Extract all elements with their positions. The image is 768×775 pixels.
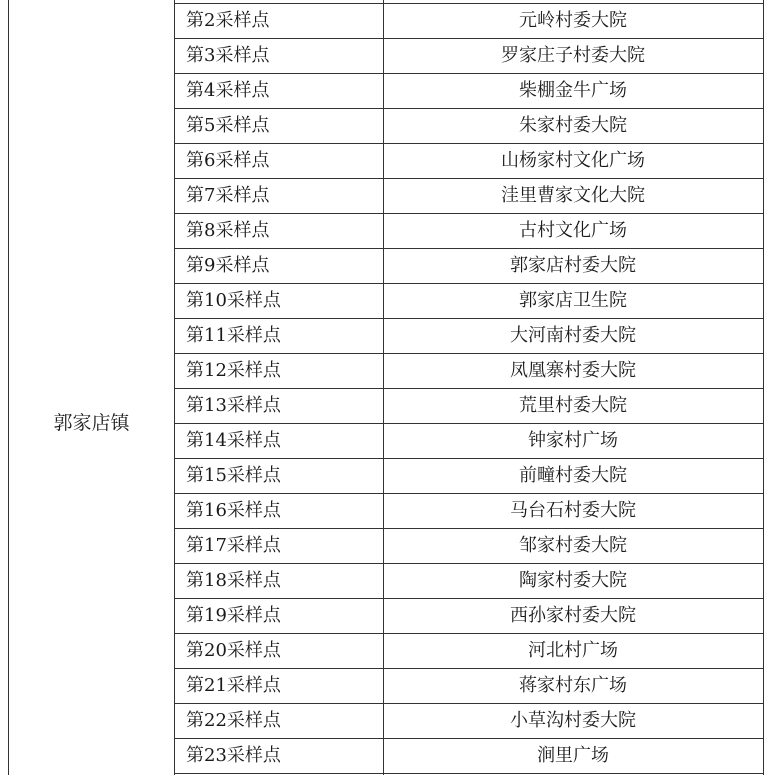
sampling-point-cell: 第4采样点 [186, 80, 270, 101]
table-row [174, 213, 763, 248]
table-row [174, 388, 763, 423]
location-cell: 山杨家村文化广场 [501, 150, 645, 171]
location-cell: 邹家村委大院 [519, 535, 627, 556]
sampling-point-cell: 第21采样点 [186, 675, 281, 696]
table-row [174, 423, 763, 458]
location-cell: 陶家村委大院 [519, 570, 627, 591]
sampling-point-cell: 第22采样点 [186, 710, 281, 731]
table-row [174, 633, 763, 668]
sampling-point-cell: 第17采样点 [186, 535, 281, 556]
sampling-point-cell: 第14采样点 [186, 430, 281, 451]
sampling-point-cell: 第19采样点 [186, 605, 281, 626]
location-cell: 洼里曹家文化大院 [501, 185, 645, 206]
table-row [174, 283, 763, 318]
table-row [174, 143, 763, 178]
location-cell: 柴棚金牛广场 [519, 80, 627, 101]
table-border-left [8, 0, 9, 775]
sampling-point-cell: 第7采样点 [186, 185, 270, 206]
sampling-point-cell: 第18采样点 [186, 570, 281, 591]
location-cell: 罗家庄子村委大院 [501, 45, 645, 66]
table-row [174, 318, 763, 353]
sampling-point-cell: 第2采样点 [186, 10, 270, 31]
sampling-point-cell: 第23采样点 [186, 745, 281, 766]
table-row [174, 598, 763, 633]
location-cell: 西孙家村委大院 [510, 605, 636, 626]
location-cell: 荒里村委大院 [519, 395, 627, 416]
row-border [174, 773, 763, 774]
location-cell: 涧里广场 [537, 745, 609, 766]
table-row [174, 493, 763, 528]
table-row [174, 458, 763, 493]
table-border-right [763, 0, 764, 775]
location-cell: 古村文化广场 [519, 220, 627, 241]
location-cell: 郭家店卫生院 [519, 290, 627, 311]
sampling-point-cell: 第6采样点 [186, 150, 270, 171]
sampling-point-cell: 第8采样点 [186, 220, 270, 241]
table-row [174, 248, 763, 283]
location-cell: 朱家村委大院 [519, 115, 627, 136]
table-row [174, 563, 763, 598]
town-name-cell: 郭家店镇 [53, 412, 130, 434]
location-cell: 小草沟村委大院 [510, 710, 636, 731]
location-cell: 凤凰寨村委大院 [510, 360, 636, 381]
location-cell: 大河南村委大院 [510, 325, 636, 346]
sampling-point-cell: 第15采样点 [186, 465, 281, 486]
sampling-point-cell: 第20采样点 [186, 640, 281, 661]
sampling-point-cell: 第11采样点 [186, 325, 281, 346]
sampling-point-cell: 第12采样点 [186, 360, 281, 381]
table-row [174, 38, 763, 73]
location-cell: 郭家店村委大院 [510, 255, 636, 276]
location-cell: 河北村广场 [528, 640, 618, 661]
table-row [174, 668, 763, 703]
sampling-point-cell: 第16采样点 [186, 500, 281, 521]
table-row [174, 528, 763, 563]
sampling-point-cell: 第9采样点 [186, 255, 270, 276]
table-row [174, 738, 763, 773]
sampling-point-cell: 第5采样点 [186, 115, 270, 136]
location-cell: 元岭村委大院 [519, 10, 627, 31]
table-row [174, 73, 763, 108]
table-row [174, 178, 763, 213]
location-cell: 蒋家村东广场 [519, 675, 627, 696]
table-row [174, 108, 763, 143]
location-cell: 马台石村委大院 [510, 500, 636, 521]
sampling-point-cell: 第13采样点 [186, 395, 281, 416]
table-row [174, 353, 763, 388]
location-cell: 钟家村广场 [528, 430, 618, 451]
table-row [174, 703, 763, 738]
sampling-point-cell: 第3采样点 [186, 45, 270, 66]
sampling-point-cell: 第10采样点 [186, 290, 281, 311]
location-cell: 前疃村委大院 [519, 465, 627, 486]
table-row [174, 3, 763, 38]
